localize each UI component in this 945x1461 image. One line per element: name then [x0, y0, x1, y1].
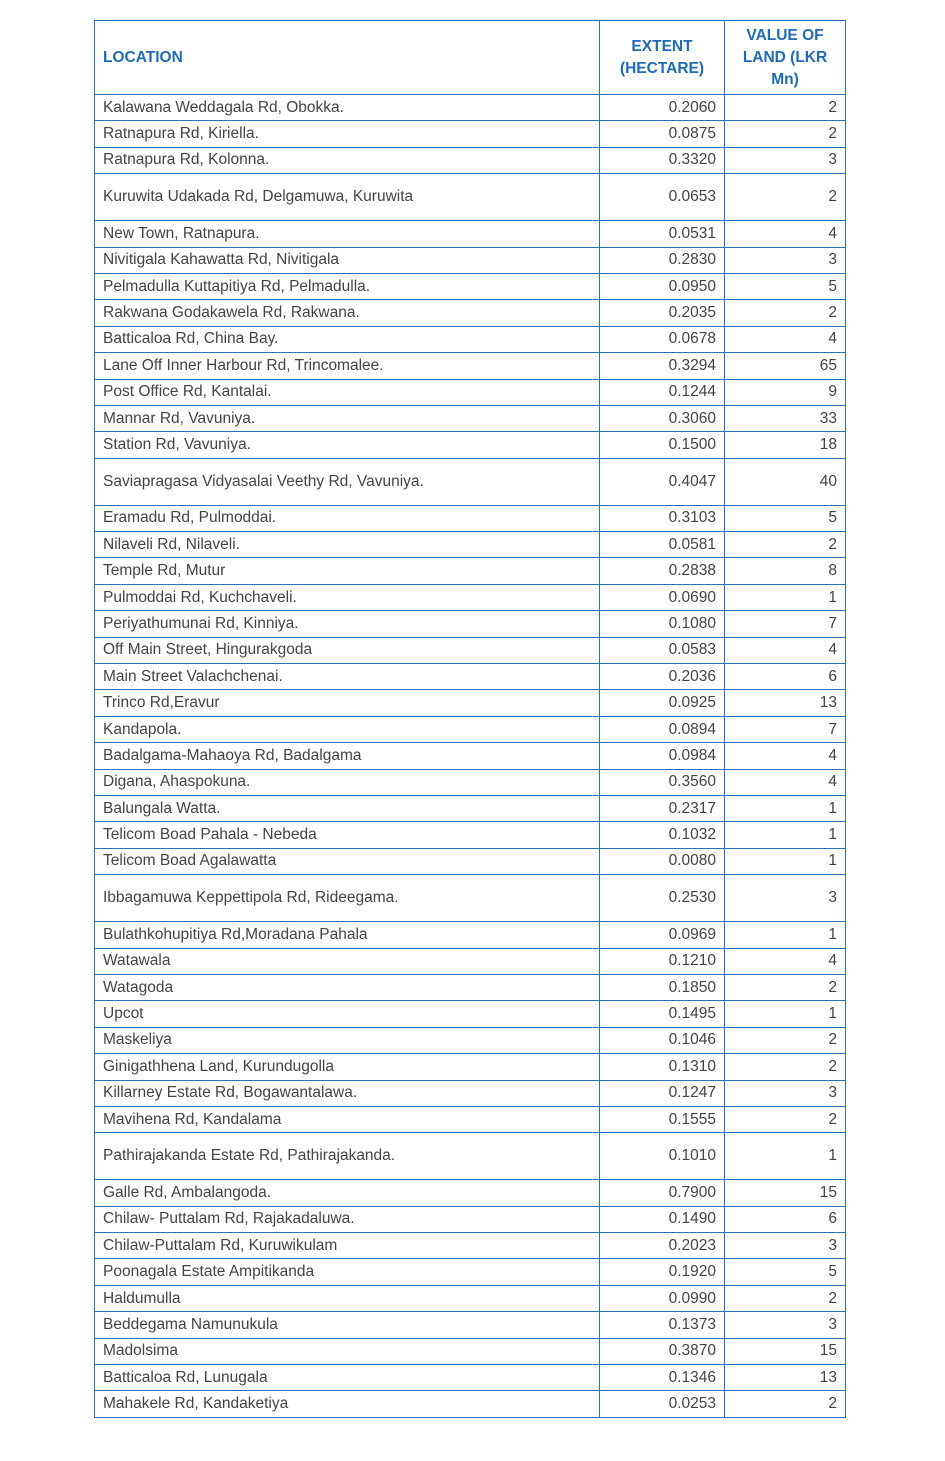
table-row: [95, 584, 846, 610]
cell-value: 1: [725, 1001, 846, 1027]
cell-extent: 0.3870: [600, 1338, 725, 1364]
table-row: [95, 1365, 846, 1391]
table-row: [95, 558, 846, 584]
cell-value: 1: [725, 822, 846, 848]
cell-value: 2: [725, 1027, 846, 1053]
cell-location: Balungala Watta.: [95, 795, 600, 821]
cell-value: 13: [725, 1365, 846, 1391]
cell-extent: 0.0531: [600, 221, 725, 247]
cell-extent: 0.2317: [600, 795, 725, 821]
cell-extent: 0.1555: [600, 1106, 725, 1132]
cell-extent: 0.0925: [600, 690, 725, 716]
cell-extent: 0.1247: [600, 1080, 725, 1106]
header-row: [95, 21, 846, 95]
cell-extent: 0.0583: [600, 637, 725, 663]
cell-value: 4: [725, 769, 846, 795]
cell-location: Ginigathhena Land, Kurundugolla: [95, 1054, 600, 1080]
cell-value: 1: [725, 795, 846, 821]
cell-value: 9: [725, 379, 846, 405]
cell-extent: 0.1032: [600, 822, 725, 848]
cell-value: 15: [725, 1338, 846, 1364]
cell-location: Mannar Rd, Vavuniya.: [95, 405, 600, 431]
cell-location: Haldumulla: [95, 1285, 600, 1311]
table-row: [95, 1106, 846, 1132]
table-row: [95, 1027, 846, 1053]
cell-extent: 0.0690: [600, 584, 725, 610]
cell-extent: 0.1495: [600, 1001, 725, 1027]
cell-location: Telicom Boad Agalawatta: [95, 848, 600, 874]
cell-extent: 0.2838: [600, 558, 725, 584]
table-row: [95, 1233, 846, 1259]
cell-location: Batticaloa Rd, China Bay.: [95, 326, 600, 352]
table-row: [95, 300, 846, 326]
cell-extent: 0.2035: [600, 300, 725, 326]
cell-extent: 0.1244: [600, 379, 725, 405]
cell-extent: 0.0990: [600, 1285, 725, 1311]
cell-location: Pulmoddai Rd, Kuchchaveli.: [95, 584, 600, 610]
table-row: [95, 95, 846, 121]
table-row: [95, 458, 846, 505]
cell-value: 1: [725, 848, 846, 874]
table-row: [95, 1080, 846, 1106]
cell-location: Chilaw-Puttalam Rd, Kuruwikulam: [95, 1233, 600, 1259]
cell-value: 5: [725, 505, 846, 531]
table-row: [95, 822, 846, 848]
cell-location: Rakwana Godakawela Rd, Rakwana.: [95, 300, 600, 326]
cell-extent: 0.3560: [600, 769, 725, 795]
cell-location: Ibbagamuwa Keppettipola Rd, Rideegama.: [95, 875, 600, 922]
cell-value: 7: [725, 716, 846, 742]
cell-location: Nivitigala Kahawatta Rd, Nivitigala: [95, 247, 600, 273]
cell-location: Saviapragasa Vidyasalai Veethy Rd, Vavuniya.: [95, 458, 600, 505]
cell-location: Kuruwita Udakada Rd, Delgamuwa, Kuruwita: [95, 174, 600, 221]
table-row: [95, 1133, 846, 1180]
cell-extent: 0.2530: [600, 875, 725, 922]
header-location: LOCATION: [95, 21, 600, 95]
cell-value: 2: [725, 974, 846, 1000]
cell-extent: 0.1490: [600, 1206, 725, 1232]
table-row: [95, 1259, 846, 1285]
cell-value: 15: [725, 1180, 846, 1206]
table-row: [95, 174, 846, 221]
table-row: [95, 875, 846, 922]
cell-value: 2: [725, 1391, 846, 1417]
cell-extent: 0.3060: [600, 405, 725, 431]
cell-location: Station Rd, Vavuniya.: [95, 432, 600, 458]
header-value: VALUE OF LAND (LKR Mn): [725, 21, 846, 95]
cell-value: 40: [725, 458, 846, 505]
cell-location: Pelmadulla Kuttapitiya Rd, Pelmadulla.: [95, 273, 600, 299]
table-row: [95, 664, 846, 690]
cell-extent: 0.3294: [600, 353, 725, 379]
cell-location: Ratnapura Rd, Kolonna.: [95, 147, 600, 173]
cell-location: Badalgama-Mahaoya Rd, Badalgama: [95, 743, 600, 769]
cell-extent: 0.0969: [600, 922, 725, 948]
table-row: [95, 121, 846, 147]
cell-extent: 0.1010: [600, 1133, 725, 1180]
table-row: [95, 353, 846, 379]
cell-value: 6: [725, 664, 846, 690]
cell-extent: 0.4047: [600, 458, 725, 505]
cell-extent: 0.1920: [600, 1259, 725, 1285]
cell-extent: 0.2036: [600, 664, 725, 690]
cell-value: 18: [725, 432, 846, 458]
cell-value: 6: [725, 1206, 846, 1232]
cell-location: Beddegama Namunukula: [95, 1312, 600, 1338]
cell-value: 3: [725, 875, 846, 922]
cell-extent: 0.0080: [600, 848, 725, 874]
cell-location: Bulathkohupitiya Rd,Moradana Pahala: [95, 922, 600, 948]
cell-value: 2: [725, 1106, 846, 1132]
table-row: [95, 432, 846, 458]
table-row: [95, 922, 846, 948]
table-row: [95, 532, 846, 558]
cell-location: Watagoda: [95, 974, 600, 1000]
cell-extent: 0.3103: [600, 505, 725, 531]
table-row: [95, 1180, 846, 1206]
table-row: [95, 1206, 846, 1232]
table-body: [95, 95, 846, 1418]
cell-extent: 0.0984: [600, 743, 725, 769]
cell-extent: 0.1850: [600, 974, 725, 1000]
cell-extent: 0.1210: [600, 948, 725, 974]
cell-value: 2: [725, 95, 846, 121]
cell-extent: 0.1310: [600, 1054, 725, 1080]
table-row: [95, 1001, 846, 1027]
table-row: [95, 221, 846, 247]
cell-location: Pathirajakanda Estate Rd, Pathirajakanda.: [95, 1133, 600, 1180]
cell-location: Telicom Boad Pahala - Nebeda: [95, 822, 600, 848]
cell-value: 3: [725, 1080, 846, 1106]
cell-extent: 0.1500: [600, 432, 725, 458]
cell-extent: 0.0875: [600, 121, 725, 147]
cell-location: Watawala: [95, 948, 600, 974]
cell-extent: 0.7900: [600, 1180, 725, 1206]
cell-extent: 0.1373: [600, 1312, 725, 1338]
cell-location: Batticaloa Rd, Lunugala: [95, 1365, 600, 1391]
cell-extent: 0.1046: [600, 1027, 725, 1053]
cell-location: Kalawana Weddagala Rd, Obokka.: [95, 95, 600, 121]
cell-value: 1: [725, 1133, 846, 1180]
cell-location: Mahakele Rd, Kandaketiya: [95, 1391, 600, 1417]
cell-value: 5: [725, 1259, 846, 1285]
table-row: [95, 247, 846, 273]
cell-extent: 0.0253: [600, 1391, 725, 1417]
cell-location: Killarney Estate Rd, Bogawantalawa.: [95, 1080, 600, 1106]
cell-value: 3: [725, 1233, 846, 1259]
cell-value: 4: [725, 221, 846, 247]
cell-location: Maskeliya: [95, 1027, 600, 1053]
header-extent: EXTENT (HECTARE): [600, 21, 725, 95]
table-row: [95, 405, 846, 431]
table-row: [95, 795, 846, 821]
cell-value: 2: [725, 300, 846, 326]
table-row: [95, 743, 846, 769]
cell-location: New Town, Ratnapura.: [95, 221, 600, 247]
table-row: [95, 379, 846, 405]
table-row: [95, 769, 846, 795]
cell-value: 33: [725, 405, 846, 431]
table-row: [95, 611, 846, 637]
cell-value: 3: [725, 1312, 846, 1338]
table-row: [95, 1391, 846, 1417]
cell-location: Temple Rd, Mutur: [95, 558, 600, 584]
table-row: [95, 1285, 846, 1311]
cell-value: 5: [725, 273, 846, 299]
cell-extent: 0.2830: [600, 247, 725, 273]
table-row: [95, 716, 846, 742]
cell-extent: 0.0581: [600, 532, 725, 558]
cell-extent: 0.1346: [600, 1365, 725, 1391]
cell-extent: 0.0950: [600, 273, 725, 299]
table-row: [95, 690, 846, 716]
cell-location: Digana, Ahaspokuna.: [95, 769, 600, 795]
cell-location: Lane Off Inner Harbour Rd, Trincomalee.: [95, 353, 600, 379]
cell-value: 4: [725, 637, 846, 663]
cell-location: Madolsima: [95, 1338, 600, 1364]
table-row: [95, 273, 846, 299]
cell-value: 2: [725, 532, 846, 558]
cell-location: Periyathumunai Rd, Kinniya.: [95, 611, 600, 637]
table-row: [95, 974, 846, 1000]
cell-extent: 0.0894: [600, 716, 725, 742]
table-row: [95, 1054, 846, 1080]
table-row: [95, 637, 846, 663]
cell-extent: 0.0678: [600, 326, 725, 352]
cell-location: Chilaw- Puttalam Rd, Rajakadaluwa.: [95, 1206, 600, 1232]
cell-value: 4: [725, 948, 846, 974]
cell-value: 4: [725, 743, 846, 769]
cell-value: 2: [725, 174, 846, 221]
cell-location: Eramadu Rd, Pulmoddai.: [95, 505, 600, 531]
table-row: [95, 326, 846, 352]
cell-extent: 0.3320: [600, 147, 725, 173]
cell-value: 3: [725, 247, 846, 273]
table-row: [95, 848, 846, 874]
cell-value: 2: [725, 1054, 846, 1080]
cell-value: 65: [725, 353, 846, 379]
table-row: [95, 1338, 846, 1364]
cell-extent: 0.0653: [600, 174, 725, 221]
cell-value: 4: [725, 326, 846, 352]
cell-location: Poonagala Estate Ampitikanda: [95, 1259, 600, 1285]
cell-value: 1: [725, 922, 846, 948]
cell-value: 1: [725, 584, 846, 610]
cell-location: Galle Rd, Ambalangoda.: [95, 1180, 600, 1206]
cell-location: Nilaveli Rd, Nilaveli.: [95, 532, 600, 558]
table-row: [95, 147, 846, 173]
cell-location: Trinco Rd,Eravur: [95, 690, 600, 716]
cell-location: Main Street Valachchenai.: [95, 664, 600, 690]
land-table: [94, 20, 846, 1418]
cell-location: Post Office Rd, Kantalai.: [95, 379, 600, 405]
cell-location: Kandapola.: [95, 716, 600, 742]
cell-value: 2: [725, 1285, 846, 1311]
table-row: [95, 1312, 846, 1338]
cell-value: 2: [725, 121, 846, 147]
table-row: [95, 948, 846, 974]
cell-value: 3: [725, 147, 846, 173]
cell-value: 13: [725, 690, 846, 716]
cell-location: Off Main Street, Hingurakgoda: [95, 637, 600, 663]
cell-location: Ratnapura Rd, Kiriella.: [95, 121, 600, 147]
cell-value: 8: [725, 558, 846, 584]
cell-extent: 0.2023: [600, 1233, 725, 1259]
cell-value: 7: [725, 611, 846, 637]
cell-extent: 0.1080: [600, 611, 725, 637]
cell-location: Upcot: [95, 1001, 600, 1027]
cell-location: Mavihena Rd, Kandalama: [95, 1106, 600, 1132]
cell-extent: 0.2060: [600, 95, 725, 121]
table-row: [95, 505, 846, 531]
